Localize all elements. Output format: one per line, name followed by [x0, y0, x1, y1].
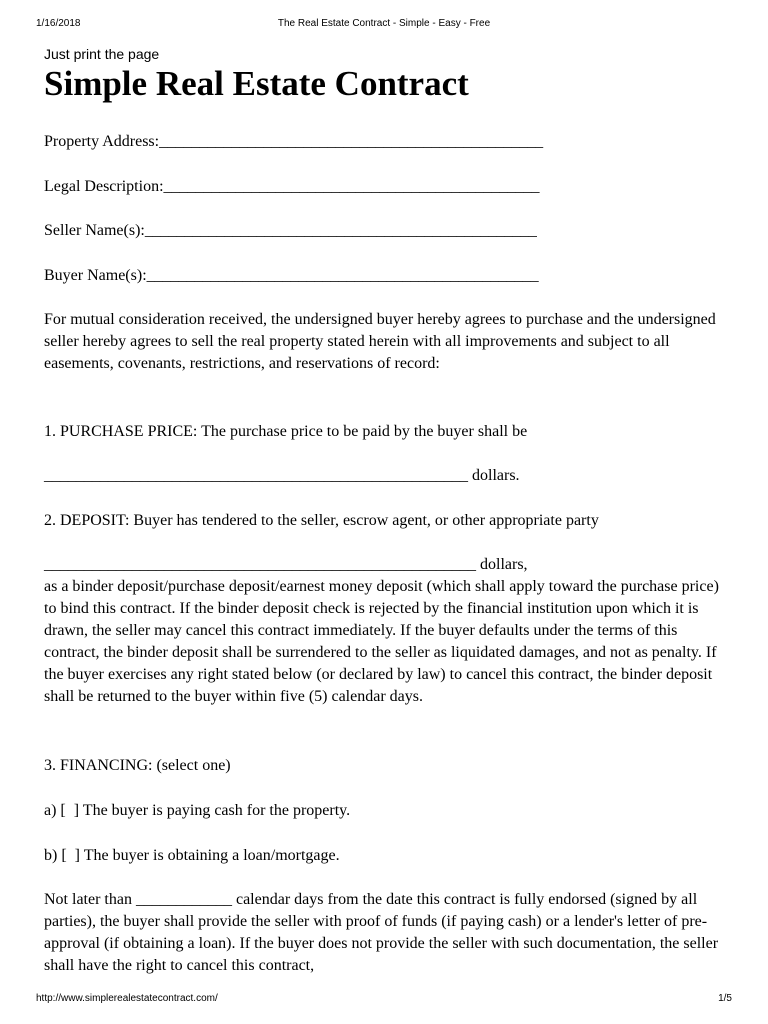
- document-title: Simple Real Estate Contract: [44, 64, 469, 103]
- print-date: 1/16/2018: [36, 18, 81, 29]
- intro-paragraph: [44, 309, 726, 375]
- purchase-price-blank: _____________________________________________________ dollars.: [44, 467, 520, 484]
- financing-option-a: a) [ ] The buyer is paying cash for the property.: [44, 802, 351, 819]
- intro-text: For mutual consideration received, the undersigned buyer hereby agrees to purchase and the undersigned seller hereby agrees to sell the real property stated herein with all improvements and subject to all easements, covenants, restrictions, and reservations of record:: [44, 311, 716, 372]
- financing-text: Not later than ____________ calendar days from the date this contract is fully endorsed (signed by all parties), the buyer shall provide the seller with proof of funds (if paying cash) or a lender's letter of pre-approval (if obtaining a loan). If the buyer does not provide the seller with such documentation, the seller shall have the right to cancel this contract,: [44, 891, 719, 974]
- financing-option-b: b) [ ] The buyer is obtaining a loan/mortgage.: [44, 847, 340, 864]
- financing-paragraph: [44, 889, 726, 977]
- deposit-paragraph: [44, 576, 726, 708]
- deposit-text: as a binder deposit/purchase deposit/earnest money deposit (which shall apply toward the purchase price) to bind this contract. If the binder deposit check is rejected by the financial institution upon which it is drawn, the seller may cancel this contract immediately. If the buyer defaults under the terms of this contract, the binder deposit shall be surrendered to the seller as liquidated damages, and not as penalty. If the buyer exercises any right stated below (or declared by law) to cancel this contract, the binder deposit shall be returned to the buyer within five (5) calendar days.: [44, 578, 719, 705]
- financing-heading: 3. FINANCING: (select one): [44, 757, 231, 774]
- footer-url: http://www.simplerealestatecontract.com/: [36, 993, 218, 1004]
- property-address-field: Property Address:________________________________________________: [44, 133, 544, 150]
- print-page-title: The Real Estate Contract - Simple - Easy - Free: [277, 18, 491, 29]
- deposit-heading: 2. DEPOSIT: Buyer has tendered to the seller, escrow agent, or other appropriate party: [44, 512, 599, 529]
- deposit-blank: ______________________________________________________ dollars,: [44, 556, 528, 573]
- purchase-price-heading: 1. PURCHASE PRICE: The purchase price to be paid by the buyer shall be: [44, 423, 528, 440]
- seller-names-field: Seller Name(s):_________________________________________________: [44, 222, 537, 239]
- page-number: 1/5: [718, 993, 732, 1004]
- print-note: Just print the page: [44, 46, 160, 62]
- legal-description-field: Legal Description:_______________________________________________: [44, 178, 540, 195]
- buyer-names-field: Buyer Name(s):_________________________________________________: [44, 267, 539, 284]
